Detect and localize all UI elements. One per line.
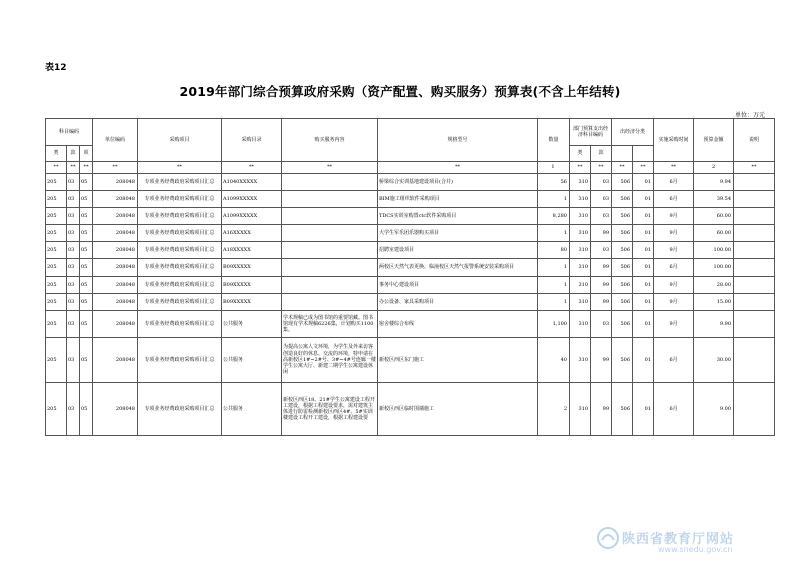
header-kuan: 款	[67, 146, 80, 162]
row-plan-time: 6月	[654, 191, 694, 208]
table-row	[46, 191, 775, 208]
row-econ-kuan: 03	[591, 208, 612, 225]
row-lei: 205	[46, 338, 67, 383]
row-project: 专项业务经费政府采购项目汇总	[138, 338, 222, 383]
row-plan-time: 6月	[654, 338, 694, 383]
row-lei: 205	[46, 242, 67, 259]
row-note	[734, 242, 775, 259]
row-xiang: 05	[80, 174, 93, 191]
row-budget-amount: 9.94	[694, 174, 734, 191]
code-cell: 2	[694, 162, 734, 174]
row-kuan: 03	[67, 225, 80, 242]
row-spec: 桥梁综合实训基地建设项目(合并)	[378, 174, 538, 191]
row-econ-kuan: 03	[591, 174, 612, 191]
row-note	[734, 277, 775, 294]
row-plan-time: 9月	[654, 208, 694, 225]
row-econ-kuan: 99	[591, 294, 612, 311]
row-lei: 205	[46, 225, 67, 242]
row-econ-kuan: 03	[591, 311, 612, 338]
row-budget-amount: 9.90	[694, 311, 734, 338]
row-lei: 205	[46, 277, 67, 294]
row-exec-kuan: 01	[633, 277, 654, 294]
row-exec-kuan: 01	[633, 225, 654, 242]
row-catalog: A16XXXXX	[222, 225, 282, 242]
row-econ-kuan: 99	[591, 225, 612, 242]
code-cell: **	[46, 162, 67, 174]
row-note	[734, 225, 775, 242]
row-unit-code: 208048	[93, 174, 138, 191]
row-project: 专项业务经费政府采购项目汇总	[138, 191, 222, 208]
row-econ-lei: 310	[570, 242, 591, 259]
row-unit-code: 208048	[93, 277, 138, 294]
row-spec: 新校区西区东门施工	[378, 338, 538, 383]
row-econ-lei: 310	[570, 259, 591, 277]
row-lei: 205	[46, 191, 67, 208]
row-xiang: 05	[80, 294, 93, 311]
table-row	[46, 242, 775, 259]
row-plan-time: 6月	[654, 259, 694, 277]
row-plan-time: 9月	[654, 294, 694, 311]
row-unit-code: 208048	[93, 242, 138, 259]
row-econ-lei: 310	[570, 277, 591, 294]
code-cell: **	[734, 162, 775, 174]
row-lei: 205	[46, 259, 67, 277]
row-catalog: A1099XXXXX	[222, 191, 282, 208]
code-cell: **	[570, 162, 591, 174]
row-project: 专项业务经费政府采购项目汇总	[138, 225, 222, 242]
row-service-content	[282, 277, 378, 294]
code-cell: **	[654, 162, 694, 174]
watermark-url: www.snedu.gov.cn	[658, 545, 733, 554]
row-econ-lei: 310	[570, 225, 591, 242]
row-plan-time: 9月	[654, 242, 694, 259]
row-catalog: B09XXXXX	[222, 277, 282, 294]
row-quantity: 40	[538, 338, 570, 383]
row-spec: 两校区天然气表更换、临潼校区天然气报警系统安装采购项目	[378, 259, 538, 277]
row-catalog: A1099XXXXX	[222, 208, 282, 225]
row-budget-amount: 15.00	[694, 294, 734, 311]
table-number: 表12	[45, 63, 67, 73]
row-plan-time: 9月	[654, 225, 694, 242]
row-quantity: 1	[538, 294, 570, 311]
row-exec-kuan: 01	[633, 383, 654, 436]
row-kuan: 03	[67, 191, 80, 208]
row-service-content	[282, 191, 378, 208]
row-project: 专项业务经费政府采购项目汇总	[138, 208, 222, 225]
row-note	[734, 259, 775, 277]
row-spec: 大学生军乐团乐器购买项目	[378, 225, 538, 242]
row-xiang: 05	[80, 225, 93, 242]
row-econ-kuan: 99	[591, 383, 612, 436]
row-service-content	[282, 294, 378, 311]
header-unit-code: 单位编码	[93, 119, 138, 162]
row-kuan: 03	[67, 311, 80, 338]
header-econ-code: 部门预算支出经济科目编码	[570, 119, 612, 146]
row-econ-kuan: 99	[591, 338, 612, 383]
row-service-content	[282, 259, 378, 277]
row-econ-lei: 310	[570, 338, 591, 383]
row-lei: 205	[46, 383, 67, 436]
row-project: 专项业务经费政府采购项目汇总	[138, 259, 222, 277]
row-econ-kuan: 99	[591, 277, 612, 294]
row-exec-lei: 506	[612, 225, 633, 242]
code-row	[46, 162, 775, 174]
row-budget-amount: 100.00	[694, 259, 734, 277]
row-spec: BIM施工组织软件采购项目	[378, 191, 538, 208]
row-service-content	[282, 174, 378, 191]
row-kuan: 03	[67, 277, 80, 294]
row-note	[734, 311, 775, 338]
table-row	[46, 311, 775, 338]
row-xiang: 05	[80, 277, 93, 294]
row-econ-kuan: 99	[591, 259, 612, 277]
row-econ-kuan: 03	[591, 191, 612, 208]
table-row	[46, 383, 775, 436]
row-note	[734, 338, 775, 383]
row-xiang: 05	[80, 259, 93, 277]
row-note	[734, 383, 775, 436]
header-subject-code: 科目编码	[46, 119, 93, 146]
row-budget-amount: 9.00	[694, 383, 734, 436]
header-quantity: 数量	[538, 119, 570, 162]
header-exec-kuan	[633, 146, 654, 162]
row-exec-kuan: 01	[633, 311, 654, 338]
table-row	[46, 259, 775, 277]
row-kuan: 03	[67, 383, 80, 436]
row-spec: 办公设备、家具采购项目	[378, 294, 538, 311]
row-project: 专项业务经费政府采购项目汇总	[138, 311, 222, 338]
header-lei: 类	[46, 146, 67, 162]
row-kuan: 03	[67, 338, 80, 383]
row-plan-time: 6月	[654, 174, 694, 191]
table-row	[46, 277, 775, 294]
table-row	[46, 208, 775, 225]
row-spec: TDCS实训室购置ctc软件采购项目	[378, 208, 538, 225]
row-project: 专项业务经费政府采购项目汇总	[138, 277, 222, 294]
row-unit-code: 208048	[93, 191, 138, 208]
row-kuan: 03	[67, 294, 80, 311]
row-note	[734, 294, 775, 311]
watermark-logo-icon	[596, 526, 620, 550]
row-econ-lei: 310	[570, 294, 591, 311]
row-quantity: 1	[538, 259, 570, 277]
row-econ-lei: 310	[570, 383, 591, 436]
header-exec-lei	[612, 146, 633, 162]
code-cell: **	[138, 162, 222, 174]
header-plan-time: 实施采购时间	[654, 119, 694, 162]
row-quantity: 80	[538, 242, 570, 259]
row-exec-lei: 506	[612, 294, 633, 311]
row-econ-lei: 310	[570, 208, 591, 225]
row-exec-lei: 506	[612, 383, 633, 436]
code-cell: **	[282, 162, 378, 174]
header-spec: 规格型号	[378, 119, 538, 162]
row-kuan: 03	[67, 208, 80, 225]
header-econ-lei: 类	[570, 146, 591, 162]
row-note	[734, 208, 775, 225]
row-exec-kuan: 01	[633, 294, 654, 311]
row-econ-lei: 310	[570, 191, 591, 208]
row-catalog: A18XXXXX	[222, 242, 282, 259]
row-unit-code: 208048	[93, 338, 138, 383]
row-exec-kuan: 01	[633, 208, 654, 225]
row-exec-lei: 506	[612, 311, 633, 338]
row-xiang: 05	[80, 338, 93, 383]
row-exec-lei: 506	[612, 259, 633, 277]
code-cell: **	[633, 162, 654, 174]
row-quantity: 2	[538, 383, 570, 436]
header-xiang: 项	[80, 146, 93, 162]
code-cell: **	[378, 162, 538, 174]
row-service-content	[282, 225, 378, 242]
row-lei: 205	[46, 294, 67, 311]
code-cell: **	[591, 162, 612, 174]
row-note	[734, 191, 775, 208]
row-quantity: 1,100	[538, 311, 570, 338]
row-budget-amount: 100.00	[694, 242, 734, 259]
row-xiang: 05	[80, 208, 93, 225]
row-quantity: 56	[538, 174, 570, 191]
header-project: 采购项目	[138, 119, 222, 162]
table-row	[46, 174, 775, 191]
row-unit-code: 208048	[93, 383, 138, 436]
header-row-1	[46, 119, 775, 146]
row-xiang: 05	[80, 311, 93, 338]
row-unit-code: 208048	[93, 208, 138, 225]
row-exec-kuan: 01	[633, 174, 654, 191]
row-exec-lei: 506	[612, 242, 633, 259]
header-econ-kuan: 款	[591, 146, 612, 162]
row-service-content	[282, 208, 378, 225]
row-project: 专项业务经费政府采购项目汇总	[138, 383, 222, 436]
unit-label: 单位：万元	[734, 112, 765, 119]
row-project: 专项业务经费政府采购项目汇总	[138, 174, 222, 191]
row-spec: 宿舍楼综合布线	[378, 311, 538, 338]
row-budget-amount: 28.00	[694, 277, 734, 294]
row-xiang: 05	[80, 191, 93, 208]
row-budget-amount: 60.00	[694, 208, 734, 225]
row-note	[734, 174, 775, 191]
row-xiang: 05	[80, 242, 93, 259]
code-cell: 1	[538, 162, 570, 174]
document-title: 2019年部门综合预算政府采购（资产配置、购买服务）预算表(不含上年结转)	[179, 84, 621, 99]
code-cell: **	[67, 162, 80, 174]
header-service-content: 购买服务内容	[282, 119, 378, 162]
row-budget-amount: 60.00	[694, 225, 734, 242]
row-lei: 205	[46, 311, 67, 338]
row-catalog: 公共服务	[222, 311, 282, 338]
row-exec-kuan: 01	[633, 242, 654, 259]
row-spec: 新校区西区临时围墙施工	[378, 383, 538, 436]
row-service-content: 新校区西区18、21#学生公寓建设工程开工建设，根据工程建设要求，需对建筑主体进行防雷检测新校区西区4#、5#实训楼建设工程开工建设，根据工程建设要	[282, 383, 378, 436]
row-lei: 205	[46, 174, 67, 191]
row-econ-kuan: 03	[591, 242, 612, 259]
row-lei: 205	[46, 208, 67, 225]
code-cell: **	[80, 162, 93, 174]
row-quantity: 1	[538, 191, 570, 208]
row-kuan: 03	[67, 242, 80, 259]
header-note: 说明	[734, 119, 775, 162]
procurement-budget-table	[45, 118, 775, 436]
row-catalog: B09XXXXX	[222, 259, 282, 277]
row-exec-kuan: 01	[633, 191, 654, 208]
row-spec: 招聘室建设项目	[378, 242, 538, 259]
row-econ-lei: 310	[570, 311, 591, 338]
row-spec: 事务中心建设项目	[378, 277, 538, 294]
watermark-text: 陕西省教育厅网站	[622, 532, 735, 547]
row-kuan: 03	[67, 259, 80, 277]
row-catalog: 公共服务	[222, 338, 282, 383]
table-row	[46, 338, 775, 383]
row-exec-lei: 506	[612, 191, 633, 208]
table-row	[46, 225, 775, 242]
code-cell: **	[93, 162, 138, 174]
row-unit-code: 208048	[93, 225, 138, 242]
row-budget-amount: 30.00	[694, 338, 734, 383]
row-plan-time: 9月	[654, 311, 694, 338]
row-exec-lei: 506	[612, 208, 633, 225]
row-exec-lei: 506	[612, 338, 633, 383]
row-plan-time: 6月	[654, 383, 694, 436]
row-exec-kuan: 01	[633, 259, 654, 277]
code-cell: **	[612, 162, 633, 174]
row-service-content: 学术规稿已成为图书馆的重要馆藏。图书馆现有学术规稿6226集，计划购买1100集。	[282, 311, 378, 338]
row-catalog: B09XXXXX	[222, 294, 282, 311]
row-quantity: 1	[538, 277, 570, 294]
row-unit-code: 208048	[93, 294, 138, 311]
row-quantity: 1	[538, 225, 570, 242]
row-exec-kuan: 01	[633, 338, 654, 383]
row-catalog: 公共服务	[222, 383, 282, 436]
table-row	[46, 294, 775, 311]
header-catalog: 采购目录	[222, 119, 282, 162]
row-quantity: 8,280	[538, 208, 570, 225]
row-plan-time: 9月	[654, 277, 694, 294]
header-budget: 预算金额	[694, 119, 734, 162]
row-project: 专项业务经费政府采购项目汇总	[138, 294, 222, 311]
row-xiang: 05	[80, 383, 93, 436]
row-project: 专项业务经费政府采购项目汇总	[138, 242, 222, 259]
row-kuan: 03	[67, 174, 80, 191]
row-unit-code: 208048	[93, 259, 138, 277]
row-unit-code: 208048	[93, 311, 138, 338]
row-econ-lei: 310	[570, 174, 591, 191]
row-service-content: 为提高公寓人文环境，为学生及外来访客创造良好的休息、交流的环境，特申请在高新校区1#~2#号、3#~4#号连廊一楼学生公寓大厅、新建二期学生公寓建设休闲	[282, 338, 378, 383]
row-exec-lei: 506	[612, 277, 633, 294]
row-catalog: A1040XXXXX	[222, 174, 282, 191]
row-service-content	[282, 242, 378, 259]
header-exec-econ: 出经济分类	[612, 119, 654, 146]
code-cell: **	[222, 162, 282, 174]
row-exec-lei: 506	[612, 174, 633, 191]
row-budget-amount: 39.54	[694, 191, 734, 208]
